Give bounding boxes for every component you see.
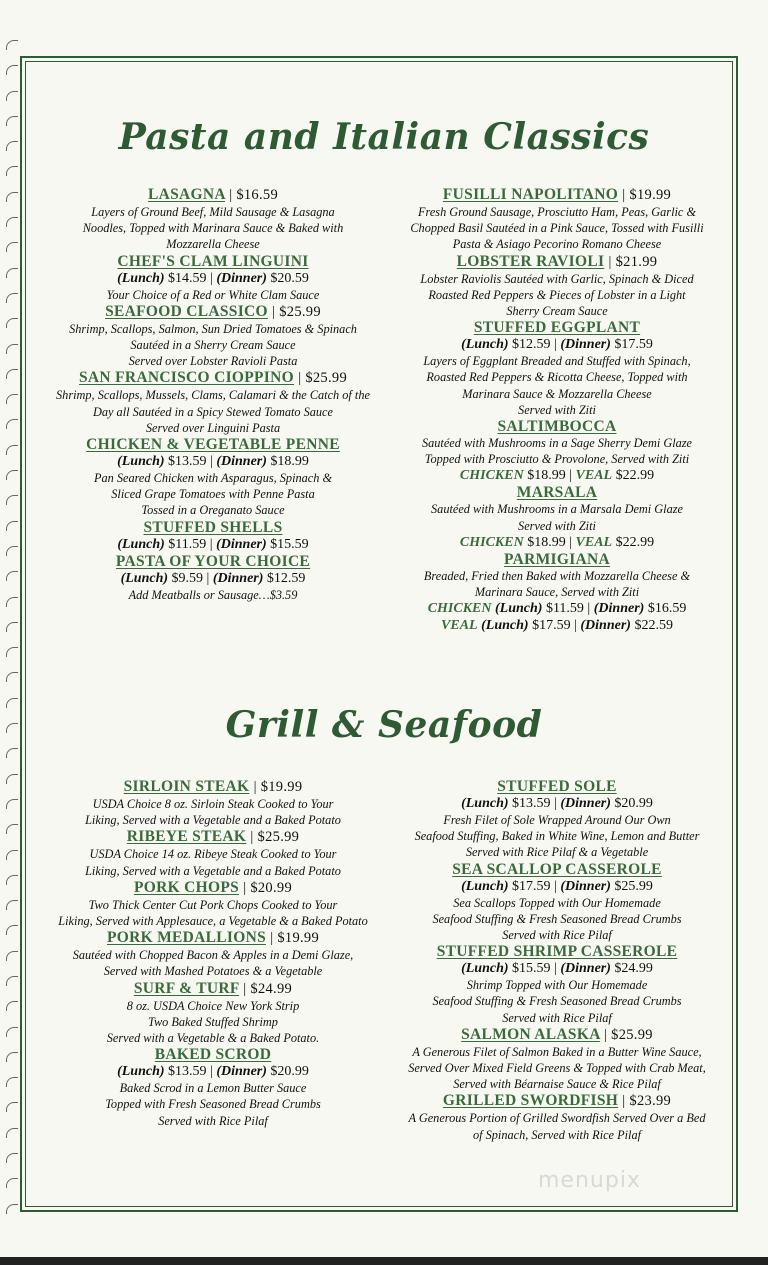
price-options: [38, 536, 388, 553]
item-description: of Spinach, Served with Rice Pilaf: [472, 1127, 642, 1142]
item-description: Chopped Basil Sautéed in a Pink Sauce, Tossed with Fusilli: [410, 221, 704, 236]
meat-label: CHICKEN: [427, 601, 492, 617]
item-description: Two Thick Center Cut Pork Chops Cooked to Your: [88, 897, 338, 912]
item-description: Tossed in a Oreganato Sauce: [141, 503, 285, 518]
spiral-ring: [6, 1204, 18, 1214]
menu-item: [392, 1026, 722, 1093]
menu-item: [38, 553, 388, 603]
dinner-label: (Dinner): [560, 337, 611, 353]
item-description: Served with Rice Pilaf: [502, 1010, 612, 1025]
dinner-label: (Dinner): [560, 878, 611, 894]
item-description: Sautéed in a Sherry Cream Sauce: [130, 338, 296, 353]
menu-item: [38, 929, 388, 979]
lunch-label: (Lunch): [117, 454, 165, 470]
item-description: Served with a Vegetable & a Baked Potato.: [106, 1031, 320, 1046]
menu-item: [392, 778, 722, 861]
meat-label: CHICKEN: [459, 468, 524, 484]
item-title: PORK MEDALLIONS: [106, 929, 267, 947]
item-title: LASAGNA: [147, 186, 226, 203]
item-title: PARMIGIANA: [503, 550, 611, 568]
dinner-label: (Dinner): [212, 570, 264, 586]
item-description: Baked Scrod in a Lemon Butter Sauce: [119, 1081, 307, 1096]
item-description: Liking, Served with a Vegetable and a Baked Potato: [85, 863, 341, 878]
lunch-price: $14.59 |: [168, 270, 213, 286]
item-price: | $25.99: [604, 1026, 653, 1043]
item-name: [392, 484, 722, 501]
item-description: Pasta & Asiago Pecorino Romano Cheese: [452, 237, 662, 252]
item-name: [38, 519, 388, 536]
item-title: GRILLED SWORDFISH: [442, 1092, 619, 1110]
meat-price: $18.99: [527, 534, 566, 550]
spiral-ring: [6, 419, 18, 429]
meat-price: $18.99: [527, 468, 566, 484]
item-name: [38, 879, 388, 897]
spiral-ring: [6, 40, 18, 50]
lunch-price: $11.59 |: [168, 536, 213, 552]
menu-item: [38, 369, 388, 436]
dinner-price: $24.99: [614, 961, 653, 977]
item-description: Marinara Sauce, Served with Ziti: [474, 585, 640, 600]
item-description: Sea Scallops Topped with Our Homemade: [453, 895, 661, 910]
item-description: Day all Sautéed in a Spicy Stewed Tomato Sauce: [93, 404, 333, 419]
spiral-ring: [6, 546, 18, 556]
item-price: | $25.99: [272, 303, 321, 320]
spiral-ring: [6, 597, 18, 607]
dinner-price: $12.59: [266, 570, 306, 586]
item-description: Layers of Ground Beef, Mild Sausage & Lasagna: [91, 205, 335, 219]
lunch-label: (Lunch): [117, 536, 165, 552]
spiral-ring: [6, 394, 18, 404]
meat-price: $22.99: [615, 534, 655, 550]
item-description: Served Over Mixed Field Greens & Topped with Crab Meat,: [408, 1061, 706, 1076]
spiral-ring: [6, 495, 18, 505]
item-name: [392, 778, 722, 795]
item-description: Sautéed with Chopped Bacon & Apples in a Demi Glaze,: [72, 948, 354, 963]
item-title: CHICKEN & VEGETABLE PENNE: [86, 436, 340, 454]
spiral-ring: [6, 647, 18, 657]
item-description: Sherry Cream Sauce: [506, 304, 608, 319]
meat-label: VEAL: [441, 618, 478, 634]
lunch-price: $12.59 |: [512, 337, 557, 353]
menu-item: [38, 519, 388, 553]
item-price: | $19.99: [253, 779, 303, 795]
lunch-label: (Lunch): [117, 270, 165, 286]
meat-label: VEAL: [575, 468, 613, 484]
item-description: Served with Rice Pilaf & a Vegetable: [465, 845, 649, 860]
menu-item: [38, 253, 388, 303]
item-price: | $25.99: [250, 829, 300, 846]
pasta-section-title: Pasta and Italian Classics: [118, 116, 650, 158]
item-description: Seafood Stuffing, Baked in White Wine, Lemon and Butter: [414, 829, 700, 844]
dinner-price: $15.59: [270, 536, 309, 552]
item-title: SURF & TURF: [133, 979, 240, 997]
lunch-price: $15.59 |: [512, 961, 557, 977]
spiral-ring: [6, 774, 18, 784]
dinner-label: (Dinner): [216, 454, 267, 470]
item-title: SALTIMBOCCA: [497, 418, 617, 436]
menu-item: [392, 253, 722, 320]
spiral-ring: [6, 850, 18, 860]
item-description: Roasted Red Peppers & Ricotta Cheese, Topped with: [426, 370, 688, 385]
item-name: [392, 551, 722, 568]
meat-prices: CHICKEN $18.99 | VEAL $22.99: [459, 534, 655, 550]
item-title: SEA SCALLOP CASSEROLE: [452, 860, 662, 878]
item-name: [38, 369, 388, 387]
item-description: Fresh Filet of Sole Wrapped Around Our Own: [443, 813, 671, 827]
menu-item: [38, 778, 388, 828]
parm-prices: [392, 617, 722, 634]
lunch-label: (Lunch): [481, 618, 529, 634]
meat-price: $22.99: [615, 468, 655, 484]
item-description: USDA Choice 8 oz. Sirloin Steak Cooked to Your: [92, 797, 334, 811]
spiral-ring: [6, 1102, 18, 1112]
spiral-ring: [6, 1027, 18, 1037]
menu-item: [38, 303, 388, 370]
item-description: Breaded, Fried then Baked with Mozzarella Cheese &: [423, 568, 691, 583]
spiral-ring: [6, 799, 18, 809]
price-options: [38, 570, 388, 587]
menu-item: [38, 980, 388, 1047]
item-description: Served over Linguini Pasta: [145, 420, 281, 435]
spiral-ring: [6, 1153, 18, 1163]
item-title: STUFFED SHELLS: [143, 518, 283, 536]
item-name: [392, 1092, 722, 1110]
menu-item: [392, 1092, 722, 1142]
item-description: Pan Seared Chicken with Asparagus, Spinach &: [93, 471, 333, 486]
price-options: [392, 960, 722, 977]
item-description: Seafood Stuffing & Fresh Seasoned Bread Crumbs: [432, 994, 682, 1009]
item-name: [392, 1026, 722, 1044]
item-description: Shrimp, Scallops, Salmon, Sun Dried Tomatoes & Spinach: [69, 321, 357, 336]
item-name: [392, 319, 722, 336]
item-description: Mozzarella Cheese: [166, 237, 260, 252]
item-name: [38, 303, 388, 321]
spiral-binding: [6, 40, 20, 1240]
menu-item: [392, 551, 722, 634]
item-name: [392, 943, 722, 960]
lunch-price: $9.59 |: [171, 570, 210, 586]
dinner-price: $22.59: [634, 618, 673, 634]
spiral-ring: [6, 748, 18, 758]
item-name: [38, 778, 388, 796]
lunch-price: $17.59 |: [512, 878, 557, 894]
item-description: Layers of Eggplant Breaded and Stuffed with Spinach,: [423, 354, 691, 369]
lunch-label: (Lunch): [495, 601, 543, 617]
lunch-label: (Lunch): [461, 796, 509, 811]
lunch-label: (Lunch): [461, 961, 509, 977]
item-title: SAN FRANCISCO CIOPPINO: [78, 369, 294, 387]
parm-prices: [392, 600, 722, 617]
grill-section-title: Grill & Seafood: [225, 704, 543, 746]
item-description: Topped with Fresh Seasoned Bread Crumbs: [105, 1097, 321, 1112]
menu-item: [392, 186, 722, 253]
price-options: [392, 336, 722, 353]
item-name: [392, 186, 722, 204]
item-description: Sautéed with Mushrooms in a Sage Sherry Demi Glaze: [421, 436, 693, 451]
dinner-label: (Dinner): [560, 961, 611, 977]
lunch-price: $11.59 |: [545, 601, 591, 617]
menu-item: [38, 1046, 388, 1129]
item-description: Liking, Served with a Vegetable and a Baked Potato: [85, 813, 341, 828]
bottom-edge: [0, 1257, 768, 1265]
item-name: [392, 861, 722, 878]
item-title: STUFFED SHRIMP CASSEROLE: [436, 943, 678, 961]
item-title: LOBSTER RAVIOLI: [456, 252, 605, 270]
item-description: Shrimp, Scallops, Mussels, Clams, Calamari & the Catch of the: [56, 388, 370, 403]
item-description: Noodles, Topped with Marinara Sauce & Baked with: [82, 221, 344, 236]
item-name: [392, 418, 722, 435]
spiral-ring: [6, 1128, 18, 1138]
dinner-price: $17.59: [614, 337, 653, 353]
dinner-label: (Dinner): [216, 536, 267, 552]
price-options: [392, 795, 722, 812]
item-description: Shrimp Topped with Our Homemade: [466, 978, 648, 993]
dinner-label: (Dinner): [216, 1064, 267, 1080]
item-description: Served with Béarnaise Sauce & Rice Pilaf: [453, 1077, 661, 1092]
lunch-price: $13.59 |: [168, 1064, 213, 1080]
item-description: Sautéed with Mushrooms in a Marsala Demi Glaze: [431, 502, 683, 517]
item-title: PORK CHOPS: [133, 878, 240, 896]
item-title: FUSILLI NAPOLITANO: [442, 186, 619, 203]
item-name: [38, 980, 388, 998]
item-title: SALMON ALASKA: [461, 1025, 600, 1043]
item-price: | $16.59: [229, 187, 279, 203]
menu-item: [392, 319, 722, 418]
grill-right-column: [392, 778, 722, 1143]
price-options: [392, 878, 722, 895]
item-description: Served with Rice Pilaf: [158, 1113, 268, 1128]
item-description: Add Meatballs or Sausage…$3.59: [128, 587, 298, 602]
spiral-ring: [6, 344, 18, 354]
item-description: 8 oz. USDA Choice New York Strip: [126, 998, 300, 1013]
item-description: Seafood Stuffing & Fresh Seasoned Bread Crumbs: [432, 911, 682, 926]
spiral-ring: [6, 268, 18, 278]
item-price: | $19.99: [622, 187, 672, 203]
lunch-price: $17.59 |: [532, 618, 577, 634]
item-description: A Generous Filet of Salmon Baked in a Butter Wine Sauce,: [412, 1044, 702, 1059]
item-description: Your Choice of a Red or White Clam Sauce: [106, 287, 320, 302]
meat-label: VEAL: [575, 534, 613, 550]
dinner-price: $16.59: [647, 601, 687, 617]
item-title: RIBEYE STEAK: [126, 828, 247, 846]
spiral-ring: [6, 445, 18, 455]
spiral-ring: [6, 242, 18, 252]
item-name: [38, 828, 388, 846]
menu-item: [392, 943, 722, 1026]
lunch-price: $13.59 |: [512, 796, 557, 811]
spiral-ring: [6, 1052, 18, 1062]
item-name: [392, 253, 722, 271]
menu-item: [392, 861, 722, 944]
spiral-ring: [6, 293, 18, 303]
item-price: | $20.99: [243, 879, 293, 896]
dinner-price: $20.59: [270, 270, 309, 286]
spiral-ring: [6, 672, 18, 682]
spiral-ring: [6, 1001, 18, 1011]
menu-item: [38, 879, 388, 929]
spiral-ring: [6, 951, 18, 961]
item-description: USDA Choice 14 oz. Ribeye Steak Cooked to Your: [89, 847, 337, 862]
item-title: SEAFOOD CLASSICO: [105, 302, 268, 320]
item-name: [38, 436, 388, 453]
dinner-price: $20.99: [614, 796, 653, 811]
lunch-label: (Lunch): [461, 337, 509, 353]
item-description: A Generous Portion of Grilled Swordfish Served Over a Bed: [408, 1111, 706, 1126]
item-description: Served with Mashed Potatoes & a Vegetable: [103, 964, 323, 979]
meat-prices: CHICKEN $18.99 | VEAL $22.99: [459, 468, 655, 484]
dinner-label: (Dinner): [593, 601, 645, 617]
spiral-ring: [6, 925, 18, 935]
item-name: [38, 1046, 388, 1063]
item-price: | $24.99: [243, 980, 293, 997]
lunch-label: (Lunch): [117, 1064, 165, 1080]
dinner-label: (Dinner): [580, 618, 631, 634]
spiral-ring: [6, 217, 18, 227]
spiral-ring: [6, 824, 18, 834]
menu-item: [392, 418, 722, 484]
item-title: MARSALA: [516, 484, 598, 502]
spiral-ring: [6, 1077, 18, 1087]
item-price: | $23.99: [622, 1093, 672, 1110]
spiral-ring: [6, 875, 18, 885]
item-description: Served with Ziti: [518, 402, 596, 417]
item-description: Fresh Ground Sausage, Prosciutto Ham, Peas, Garlic &: [417, 205, 697, 219]
pasta-right-column: [392, 186, 722, 634]
item-description: Roasted Red Peppers & Pieces of Lobster in a Light: [428, 287, 686, 302]
spiral-ring: [6, 1178, 18, 1188]
item-description: Served with Ziti: [518, 518, 596, 533]
dinner-price: $18.99: [270, 454, 309, 470]
spiral-ring: [6, 976, 18, 986]
spiral-ring: [6, 470, 18, 480]
menu-item: [392, 484, 722, 550]
item-description: Served over Lobster Ravioli Pasta: [128, 354, 298, 369]
item-title: BAKED SCROD: [154, 1046, 272, 1064]
spiral-ring: [6, 91, 18, 101]
price-options: [38, 453, 388, 470]
price-options: [38, 270, 388, 287]
spiral-ring: [6, 521, 18, 531]
lunch-price: $13.59 |: [168, 454, 213, 470]
item-description: Lobster Raviolis Sautéed with Garlic, Spinach & Diced: [420, 271, 694, 286]
spiral-ring: [6, 65, 18, 75]
dinner-label: (Dinner): [560, 796, 611, 811]
item-description: Liking, Served with Applesauce, a Vegetable & a Baked Potato: [58, 914, 368, 929]
item-description: Served with Rice Pilaf: [502, 928, 612, 943]
item-title: STUFFED EGGPLANT: [473, 319, 641, 337]
item-name: [38, 186, 388, 204]
dinner-label: (Dinner): [216, 270, 267, 286]
spiral-ring: [6, 318, 18, 328]
item-title: PASTA OF YOUR CHOICE: [115, 552, 311, 570]
item-price: | $19.99: [270, 930, 320, 947]
spiral-ring: [6, 571, 18, 581]
price-options: [38, 1063, 388, 1080]
spiral-ring: [6, 192, 18, 202]
spiral-ring: [6, 622, 18, 632]
dinner-price: $25.99: [614, 878, 653, 894]
watermark: menupix: [538, 1168, 641, 1193]
item-title: CHEF'S CLAM LINGUINI: [117, 252, 309, 270]
item-description: Topped with Prosciutto & Provolone, Served with Ziti: [424, 452, 690, 467]
item-name: [38, 929, 388, 947]
pasta-left-column: [38, 186, 388, 603]
item-price: | $25.99: [298, 370, 347, 387]
item-name: [38, 253, 388, 270]
meat-label: CHICKEN: [459, 534, 524, 550]
menu-item: [38, 436, 388, 519]
item-description: Sliced Grape Tomatoes with Penne Pasta: [111, 487, 315, 502]
lunch-label: (Lunch): [120, 570, 169, 586]
dinner-price: $20.99: [270, 1064, 309, 1080]
item-description: Two Baked Stuffed Shrimp: [148, 1014, 278, 1029]
menu-item: [38, 186, 388, 253]
lunch-label: (Lunch): [461, 878, 509, 894]
item-name: [38, 553, 388, 570]
item-description: Marinara Sauce & Mozzarella Cheese: [462, 386, 652, 401]
spiral-ring: [6, 369, 18, 379]
item-title: SIRLOIN STEAK: [123, 778, 250, 795]
grill-left-column: [38, 778, 388, 1129]
item-price: | $21.99: [608, 253, 658, 270]
menu-item: [38, 828, 388, 878]
spiral-ring: [6, 166, 18, 176]
item-title: STUFFED SOLE: [497, 778, 617, 795]
spiral-ring: [6, 900, 18, 910]
